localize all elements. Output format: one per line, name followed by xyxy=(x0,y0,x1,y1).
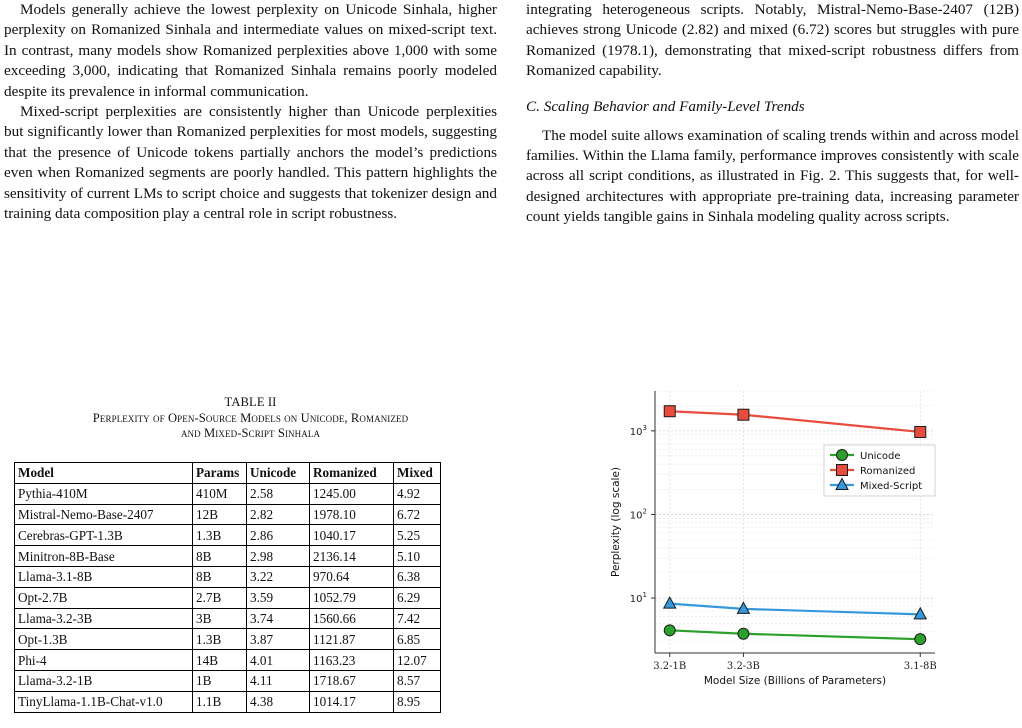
cell-model: Llama-3.2-1B xyxy=(15,670,193,691)
perplexity-table xyxy=(14,462,441,713)
table-row xyxy=(15,608,441,629)
cell-mixed: 12.07 xyxy=(394,650,441,671)
romanized-point xyxy=(915,426,926,437)
cell-romanized: 1718.67 xyxy=(310,670,394,691)
romanized-point xyxy=(664,406,675,417)
cell-params: 410M xyxy=(193,483,247,504)
table-row xyxy=(15,670,441,691)
cell-model: Llama-3.2-3B xyxy=(15,608,193,629)
cell-unicode: 3.87 xyxy=(247,629,310,650)
table-caption-line-2: and Mixed-Script Sinhala xyxy=(180,426,321,440)
cell-model: Llama-3.1-8B xyxy=(15,566,193,587)
legend-label: Romanized xyxy=(860,466,916,477)
cell-model: Mistral-Nemo-Base-2407 xyxy=(15,504,193,525)
cell-params: 1.3B xyxy=(193,629,247,650)
table-body xyxy=(15,483,441,712)
cell-params: 12B xyxy=(193,504,247,525)
header-mixed: Mixed xyxy=(394,463,441,484)
cell-unicode: 4.11 xyxy=(247,670,310,691)
cell-params: 8B xyxy=(193,566,247,587)
cell-mixed: 5.10 xyxy=(394,546,441,567)
cell-params: 8B xyxy=(193,546,247,567)
table-row xyxy=(15,691,441,712)
y-tick-label: $10^2$ xyxy=(629,507,647,522)
series-line-romanized xyxy=(670,411,921,432)
scaling-chart xyxy=(605,385,945,725)
cell-model: Opt-2.7B xyxy=(15,587,193,608)
cell-romanized: 1560.66 xyxy=(310,608,394,629)
section-heading: C. Scaling Behavior and Family-Level Trends xyxy=(526,97,805,115)
unicode-point xyxy=(738,628,749,639)
cell-params: 1.1B xyxy=(193,691,247,712)
right-paragraph-1: integrating heterogeneous scripts. Notably, Mistral-Nemo-Base-2407 (12B) achieves strong Unicode (2.82) and mixed (6.72) scores but struggles with pure Romanized (1978.1), demonstrating that mixed-script robustness differs from Romanized capability. xyxy=(526,1,1019,80)
right-column xyxy=(526,0,1019,228)
cell-unicode: 2.82 xyxy=(247,504,310,525)
cell-model: Opt-1.3B xyxy=(15,629,193,650)
cell-model: Cerebras-GPT-1.3B xyxy=(15,525,193,546)
x-tick-label: 3.2-3B xyxy=(726,661,760,672)
left-paragraph-1: Models generally achieve the lowest perplexity on Unicode Sinhala, higher perplexity on Romanized Sinhala and intermediate values on mixed-script text. In contrast, many models show Romanized perplexities above 1,000 with some exceeding 3,000, indicating that Romanized Sinhala remains poorly modeled despite its prevalence in informal communication. xyxy=(4,1,497,100)
header-params: Params xyxy=(193,463,247,484)
cell-romanized: 1121.87 xyxy=(310,629,394,650)
romanized-point xyxy=(837,465,848,476)
y-axis-label: Perplexity (log scale) xyxy=(610,467,622,577)
table-row xyxy=(15,566,441,587)
cell-mixed: 4.92 xyxy=(394,483,441,504)
table-row xyxy=(15,650,441,671)
unicode-point xyxy=(664,625,675,636)
table-caption xyxy=(0,395,501,442)
x-axis-label: Model Size (Billions of Parameters) xyxy=(703,675,887,687)
table-row xyxy=(15,587,441,608)
cell-mixed: 6.38 xyxy=(394,566,441,587)
cell-params: 14B xyxy=(193,650,247,671)
cell-params: 2.7B xyxy=(193,587,247,608)
legend-label: Unicode xyxy=(860,451,901,462)
x-tick-label: 3.2-1B xyxy=(653,661,687,672)
cell-unicode: 4.01 xyxy=(247,650,310,671)
y-tick-label: $10^3$ xyxy=(629,423,647,438)
series-line-unicode xyxy=(670,630,921,639)
table-row xyxy=(15,546,441,567)
y-tick-label: $10^1$ xyxy=(629,591,647,606)
cell-romanized: 2136.14 xyxy=(310,546,394,567)
mixed-script-point xyxy=(664,597,676,608)
cell-model: TinyLlama-1.1B-Chat-v1.0 xyxy=(15,691,193,712)
header-unicode: Unicode xyxy=(247,463,310,484)
cell-romanized: 1040.17 xyxy=(310,525,394,546)
left-column xyxy=(4,0,497,224)
cell-params: 1B xyxy=(193,670,247,691)
table-row xyxy=(15,629,441,650)
cell-mixed: 8.95 xyxy=(394,691,441,712)
cell-unicode: 2.98 xyxy=(247,546,310,567)
cell-unicode: 2.86 xyxy=(247,525,310,546)
table-caption-line-1: Perplexity of Open-Source Models on Unicode, Romanized xyxy=(92,410,409,425)
unicode-point xyxy=(915,634,926,645)
legend-label: Mixed-Script xyxy=(860,481,923,492)
cell-romanized: 1163.23 xyxy=(310,650,394,671)
x-tick-label: 3.1-8B xyxy=(903,661,937,672)
cell-mixed: 6.85 xyxy=(394,629,441,650)
table-row xyxy=(15,504,441,525)
cell-unicode: 4.38 xyxy=(247,691,310,712)
series-line-mixed-script xyxy=(670,604,921,615)
cell-mixed: 8.57 xyxy=(394,670,441,691)
header-romanized: Romanized xyxy=(310,463,394,484)
cell-romanized: 1978.10 xyxy=(310,504,394,525)
romanized-point xyxy=(738,409,749,420)
cell-mixed: 7.42 xyxy=(394,608,441,629)
cell-model: Pythia-410M xyxy=(15,483,193,504)
cell-model: Phi-4 xyxy=(15,650,193,671)
cell-params: 3B xyxy=(193,608,247,629)
table-row xyxy=(15,525,441,546)
header-model: Model xyxy=(15,463,193,484)
cell-unicode: 3.59 xyxy=(247,587,310,608)
cell-unicode: 2.58 xyxy=(247,483,310,504)
cell-params: 1.3B xyxy=(193,525,247,546)
table-header-row xyxy=(15,463,441,484)
table-label: TABLE II xyxy=(224,395,277,409)
cell-mixed: 6.29 xyxy=(394,587,441,608)
cell-unicode: 3.22 xyxy=(247,566,310,587)
cell-model: Minitron-8B-Base xyxy=(15,546,193,567)
cell-romanized: 1014.17 xyxy=(310,691,394,712)
cell-unicode: 3.74 xyxy=(247,608,310,629)
cell-romanized: 1245.00 xyxy=(310,483,394,504)
table-row xyxy=(15,483,441,504)
right-paragraph-2: The model suite allows examination of scaling trends within and across model families. Within the Llama family, performance improves consistently with scale across all script conditions, as illustrated in Fig. 2. This suggests that, for well-designed architectures with appropriate pre-training data, increasing parameter count yields tangible gains in Sinhala modeling quality across scripts. xyxy=(526,126,1019,226)
left-paragraph-2: Mixed-script perplexities are consistently higher than Unicode perplexities but significantly lower than Romanized perplexities for most models, suggesting that the presence of Unicode tokens partially anchors the model’s predictions even when Romanized segments are poorly handled. This pattern highlights the sensitivity of current LMs to script choice and suggests that tokenizer design and training data composition play a central role in script robustness. xyxy=(4,103,497,223)
unicode-point xyxy=(837,450,848,461)
cell-mixed: 6.72 xyxy=(394,504,441,525)
cell-mixed: 5.25 xyxy=(394,525,441,546)
cell-romanized: 1052.79 xyxy=(310,587,394,608)
cell-romanized: 970.64 xyxy=(310,566,394,587)
